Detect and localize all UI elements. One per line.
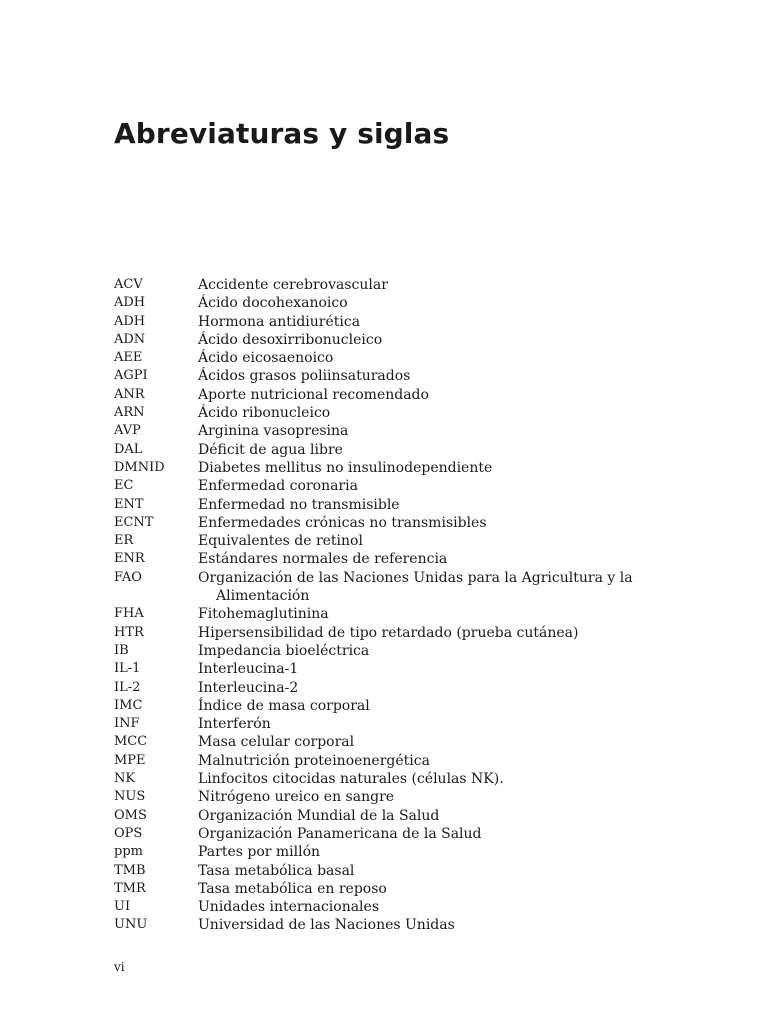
abbreviation-definition: Enfermedades crónicas no transmisibles [198,514,487,531]
abbreviation-row [114,880,674,898]
abbreviation-code: DAL [114,441,143,457]
abbreviation-code: ECNT [114,514,154,530]
abbreviation-row [114,642,674,660]
abbreviation-definition: Enfermedad coronaria [198,478,358,495]
abbreviation-row [114,916,674,934]
abbreviation-code: NUS [114,789,146,805]
abbreviation-definition: Interferón [198,716,271,733]
abbreviation-code: TMB [114,862,146,878]
abbreviation-code: EC [114,478,134,494]
abbreviation-definition: Fitohemaglutinina [198,606,329,623]
abbreviation-row [114,807,674,825]
abbreviation-row [114,514,674,532]
abbreviation-definition: Estándares normales de referencia [198,551,448,568]
abbreviation-definition: Universidad de las Naciones Unidas [198,917,455,934]
page-title: Abreviaturas y siglas [114,117,450,150]
abbreviation-row [114,770,674,788]
abbreviation-code: AGPI [114,368,148,384]
abbreviation-definition: Organización Mundial de la Salud [198,807,440,824]
abbreviation-row [114,660,674,678]
abbreviation-definition: Enfermedad no transmisible [198,496,400,513]
abbreviation-code: FHA [114,606,144,622]
abbreviation-definition: Organización Panamericana de la Salud [198,825,482,842]
abbreviation-row [114,276,674,294]
abbreviation-row [114,788,674,806]
abbreviation-list [114,276,674,935]
abbreviation-code: ANR [114,386,145,402]
abbreviation-code: AEE [114,350,143,366]
abbreviation-code: ADH [114,313,146,329]
abbreviation-definition: Hormona antidiurética [198,313,361,330]
abbreviation-row [114,422,674,440]
abbreviation-row [114,605,674,623]
abbreviation-code: INF [114,716,140,732]
abbreviation-row [114,496,674,514]
abbreviation-code: ADH [114,295,146,311]
abbreviation-code: OMS [114,807,147,823]
abbreviation-code: AVP [114,423,141,439]
abbreviation-code: ppm [114,844,143,860]
abbreviation-row [114,349,674,367]
abbreviation-code: IMC [114,697,143,713]
abbreviation-code: UNU [114,917,148,933]
abbreviation-row [114,331,674,349]
abbreviation-row [114,367,674,385]
abbreviation-definition: Malnutrición proteinoenergética [198,752,430,769]
abbreviation-definition: Ácido eicosaenoico [198,350,334,367]
abbreviation-definition: Impedancia bioeléctrica [198,642,370,659]
abbreviation-code: ADN [114,331,146,347]
abbreviation-definition: Partes por millón [198,844,321,861]
abbreviation-row [114,862,674,880]
abbreviation-row [114,313,674,331]
abbreviation-definition: Accidente cerebrovascular [198,277,388,293]
abbreviation-row [114,404,674,422]
abbreviation-definition: Tasa metabólica en reposo [198,880,387,897]
abbreviation-definition: Equivalentes de retinol [198,533,363,550]
abbreviation-definition: Ácido ribonucleico [198,405,331,422]
abbreviation-row [114,843,674,861]
abbreviation-row [114,697,674,715]
abbreviation-definition: Tasa metabólica basal [198,862,355,879]
abbreviation-definition: Ácido docohexanoico [198,295,348,312]
abbreviation-row [114,624,674,642]
abbreviation-code: TMR [114,880,146,896]
abbreviation-row [114,441,674,459]
abbreviation-definition: Índice de masa corporal [198,697,370,714]
abbreviation-row [114,752,674,770]
abbreviation-definition: Diabetes mellitus no insulinodependiente [198,459,493,476]
abbreviation-code: OPS [114,825,143,841]
abbreviation-row [114,477,674,495]
abbreviation-code: UI [114,899,131,915]
abbreviation-code: IL-1 [114,661,141,677]
abbreviation-definition: Ácido desoxirribonucleico [198,331,383,348]
abbreviation-code: IL-2 [114,679,141,695]
abbreviation-definition: Unidades internacionales [198,899,380,916]
abbreviation-definition: Interleucina-2 [198,679,299,696]
abbreviation-definition: Aporte nutricional recomendado [198,386,429,403]
abbreviation-definition: Organización de las Naciones Unidas para la Agricultura y la Alimentación [198,569,633,605]
page-number: vi [114,960,125,974]
abbreviation-code: ACV [114,277,143,292]
abbreviation-code: NK [114,771,136,787]
abbreviation-code: MPE [114,752,146,768]
abbreviation-row [114,825,674,843]
abbreviation-definition: Ácidos grasos poliinsaturados [198,368,411,385]
abbreviation-definition: Masa celular corporal [198,734,355,751]
abbreviation-definition: Linfocitos citocidas naturales (células NK). [198,771,504,788]
abbreviation-row [114,532,674,550]
abbreviation-definition: Interleucina-1 [198,661,299,678]
abbreviation-code: ENR [114,551,145,567]
abbreviation-definition: Hipersensibilidad de tipo retardado (prueba cutánea) [198,624,579,641]
abbreviation-code: DMNID [114,459,165,475]
abbreviation-row [114,294,674,312]
abbreviation-row [114,459,674,477]
abbreviation-row [114,898,674,916]
abbreviation-code: ARN [114,405,145,421]
abbreviation-code: FAO [114,569,142,585]
abbreviation-row [114,569,674,606]
abbreviation-code: ENT [114,496,144,512]
abbreviation-definition: Nitrógeno ureico en sangre [198,789,395,806]
abbreviation-definition: Arginina vasopresina [198,423,349,440]
abbreviation-row [114,733,674,751]
abbreviation-definition: Déficit de agua libre [198,441,343,458]
abbreviation-code: HTR [114,624,144,640]
abbreviation-row [114,715,674,733]
abbreviation-row [114,386,674,404]
abbreviation-row [114,679,674,697]
abbreviation-row [114,550,674,568]
abbreviation-code: MCC [114,734,148,750]
abbreviation-code: ER [114,533,134,549]
abbreviation-code: IB [114,642,129,658]
